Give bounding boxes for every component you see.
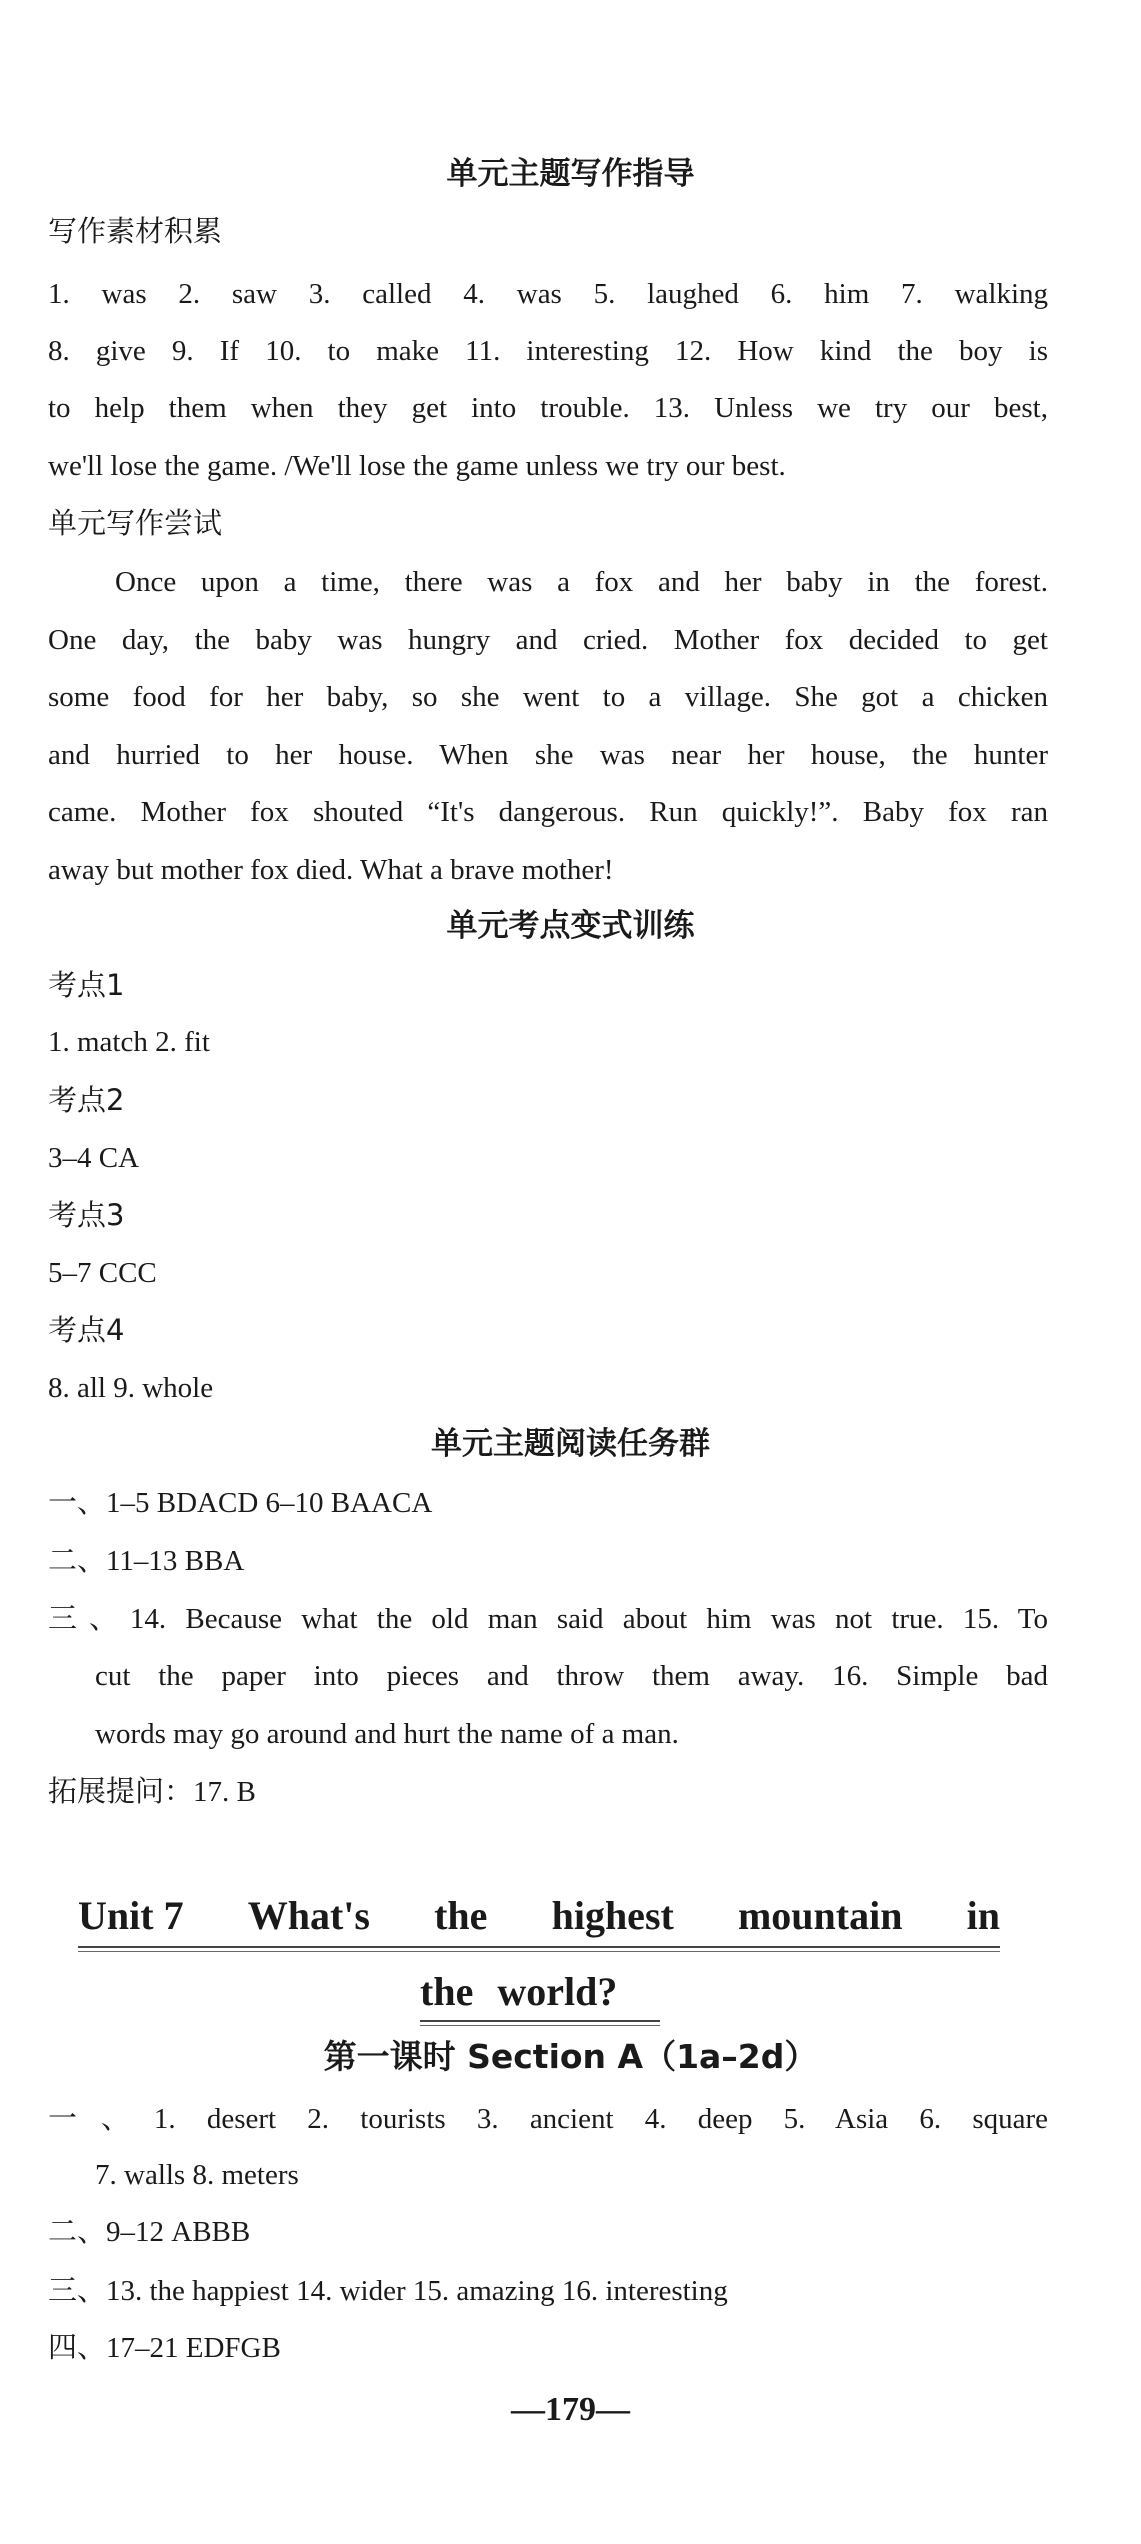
lesson-answer-line-1: 一、1. desert 2. tourists 3. ancient 4. deep 5. Asia 6. square [48, 2103, 1048, 2135]
unit-title-line-2: the world? [420, 1969, 618, 2014]
reading-heading: 单元主题阅读任务群 [431, 1426, 710, 1462]
title-underline [420, 2020, 660, 2022]
exam-point-1-answer: 1. match 2. fit [48, 1026, 210, 1058]
lesson-heading: 第一课时 Section A（1a–2d） [323, 2037, 818, 2076]
writing-attempt-label: 单元写作尝试 [48, 506, 223, 540]
essay-line-2: One day, the baby was hungry and cried. Mother fox decided to get [48, 624, 1048, 656]
exam-point-3-label: 考点3 [48, 1198, 125, 1232]
unit-title-word: Unit 7 [78, 1893, 184, 1938]
writing-material-label: 写作素材积累 [48, 214, 223, 248]
exam-points-heading: 单元考点变式训练 [446, 908, 695, 944]
unit-title-word: the [434, 1893, 488, 1938]
exam-point-2-answer: 3–4 CA [48, 1142, 140, 1174]
extension-question: 拓展提问：17. B [48, 1776, 256, 1808]
lesson-answer-line-4: 三、13. the happiest 14. wider 15. amazing 16. interesting [48, 2275, 728, 2307]
page-number: —179— [511, 2391, 630, 2428]
exam-point-1-label: 考点1 [48, 968, 125, 1002]
essay-line-6: away but mother fox died. What a brave mother! [48, 854, 614, 886]
lesson-answer-line-5: 四、17–21 EDFGB [48, 2332, 281, 2364]
reading-part-3-line-3: words may go around and hurt the name of a man. [95, 1718, 679, 1750]
writing-material-line-1: 1. was 2. saw 3. called 4. was 5. laughed 6. him 7. walking [48, 278, 1048, 310]
essay-line-5: came. Mother fox shouted “It's dangerous. Run quickly!”. Baby fox ran [48, 796, 1048, 828]
exam-point-4-answer: 8. all 9. whole [48, 1372, 214, 1404]
writing-material-line-4: we'll lose the game. /We'll lose the game unless we try our best. [48, 450, 786, 482]
essay-line-3: some food for her baby, so she went to a village. She got a chicken [48, 681, 1048, 713]
exam-point-2-label: 考点2 [48, 1083, 125, 1117]
unit-title-word: mountain [737, 1893, 903, 1938]
exam-point-3-answer: 5–7 CCC [48, 1257, 157, 1289]
reading-part-3-line-1: 三、14. Because what the old man said about him was not true. 15. To [48, 1603, 1048, 1635]
title-underline [420, 2025, 660, 2026]
title-underline [78, 1951, 1000, 1952]
unit-title-word: in [966, 1893, 1000, 1938]
lesson-answer-line-3: 二、9–12 ABBB [48, 2216, 251, 2248]
reading-part-2: 二、11–13 BBA [48, 1545, 245, 1577]
writing-guide-heading: 单元主题写作指导 [446, 156, 695, 192]
exam-point-4-label: 考点4 [48, 1313, 125, 1347]
reading-part-1: 一、1–5 BDACD 6–10 BAACA [48, 1487, 433, 1519]
title-underline [78, 1946, 1000, 1948]
unit-title-word: What's [247, 1893, 370, 1938]
unit-title-line-1 [78, 1890, 1000, 1942]
writing-material-line-3: to help them when they get into trouble. 13. Unless we try our best, [48, 392, 1048, 424]
lesson-answer-line-2: 7. walls 8. meters [95, 2159, 299, 2191]
essay-line-1: Once upon a time, there was a fox and her baby in the forest. [115, 566, 1048, 598]
reading-part-3-line-2: cut the paper into pieces and throw them away. 16. Simple bad [95, 1660, 1048, 1692]
unit-title-word: highest [551, 1893, 674, 1938]
writing-material-line-2: 8. give 9. If 10. to make 11. interesting 12. How kind the boy is [48, 335, 1048, 367]
essay-line-4: and hurried to her house. When she was near her house, the hunter [48, 739, 1048, 771]
